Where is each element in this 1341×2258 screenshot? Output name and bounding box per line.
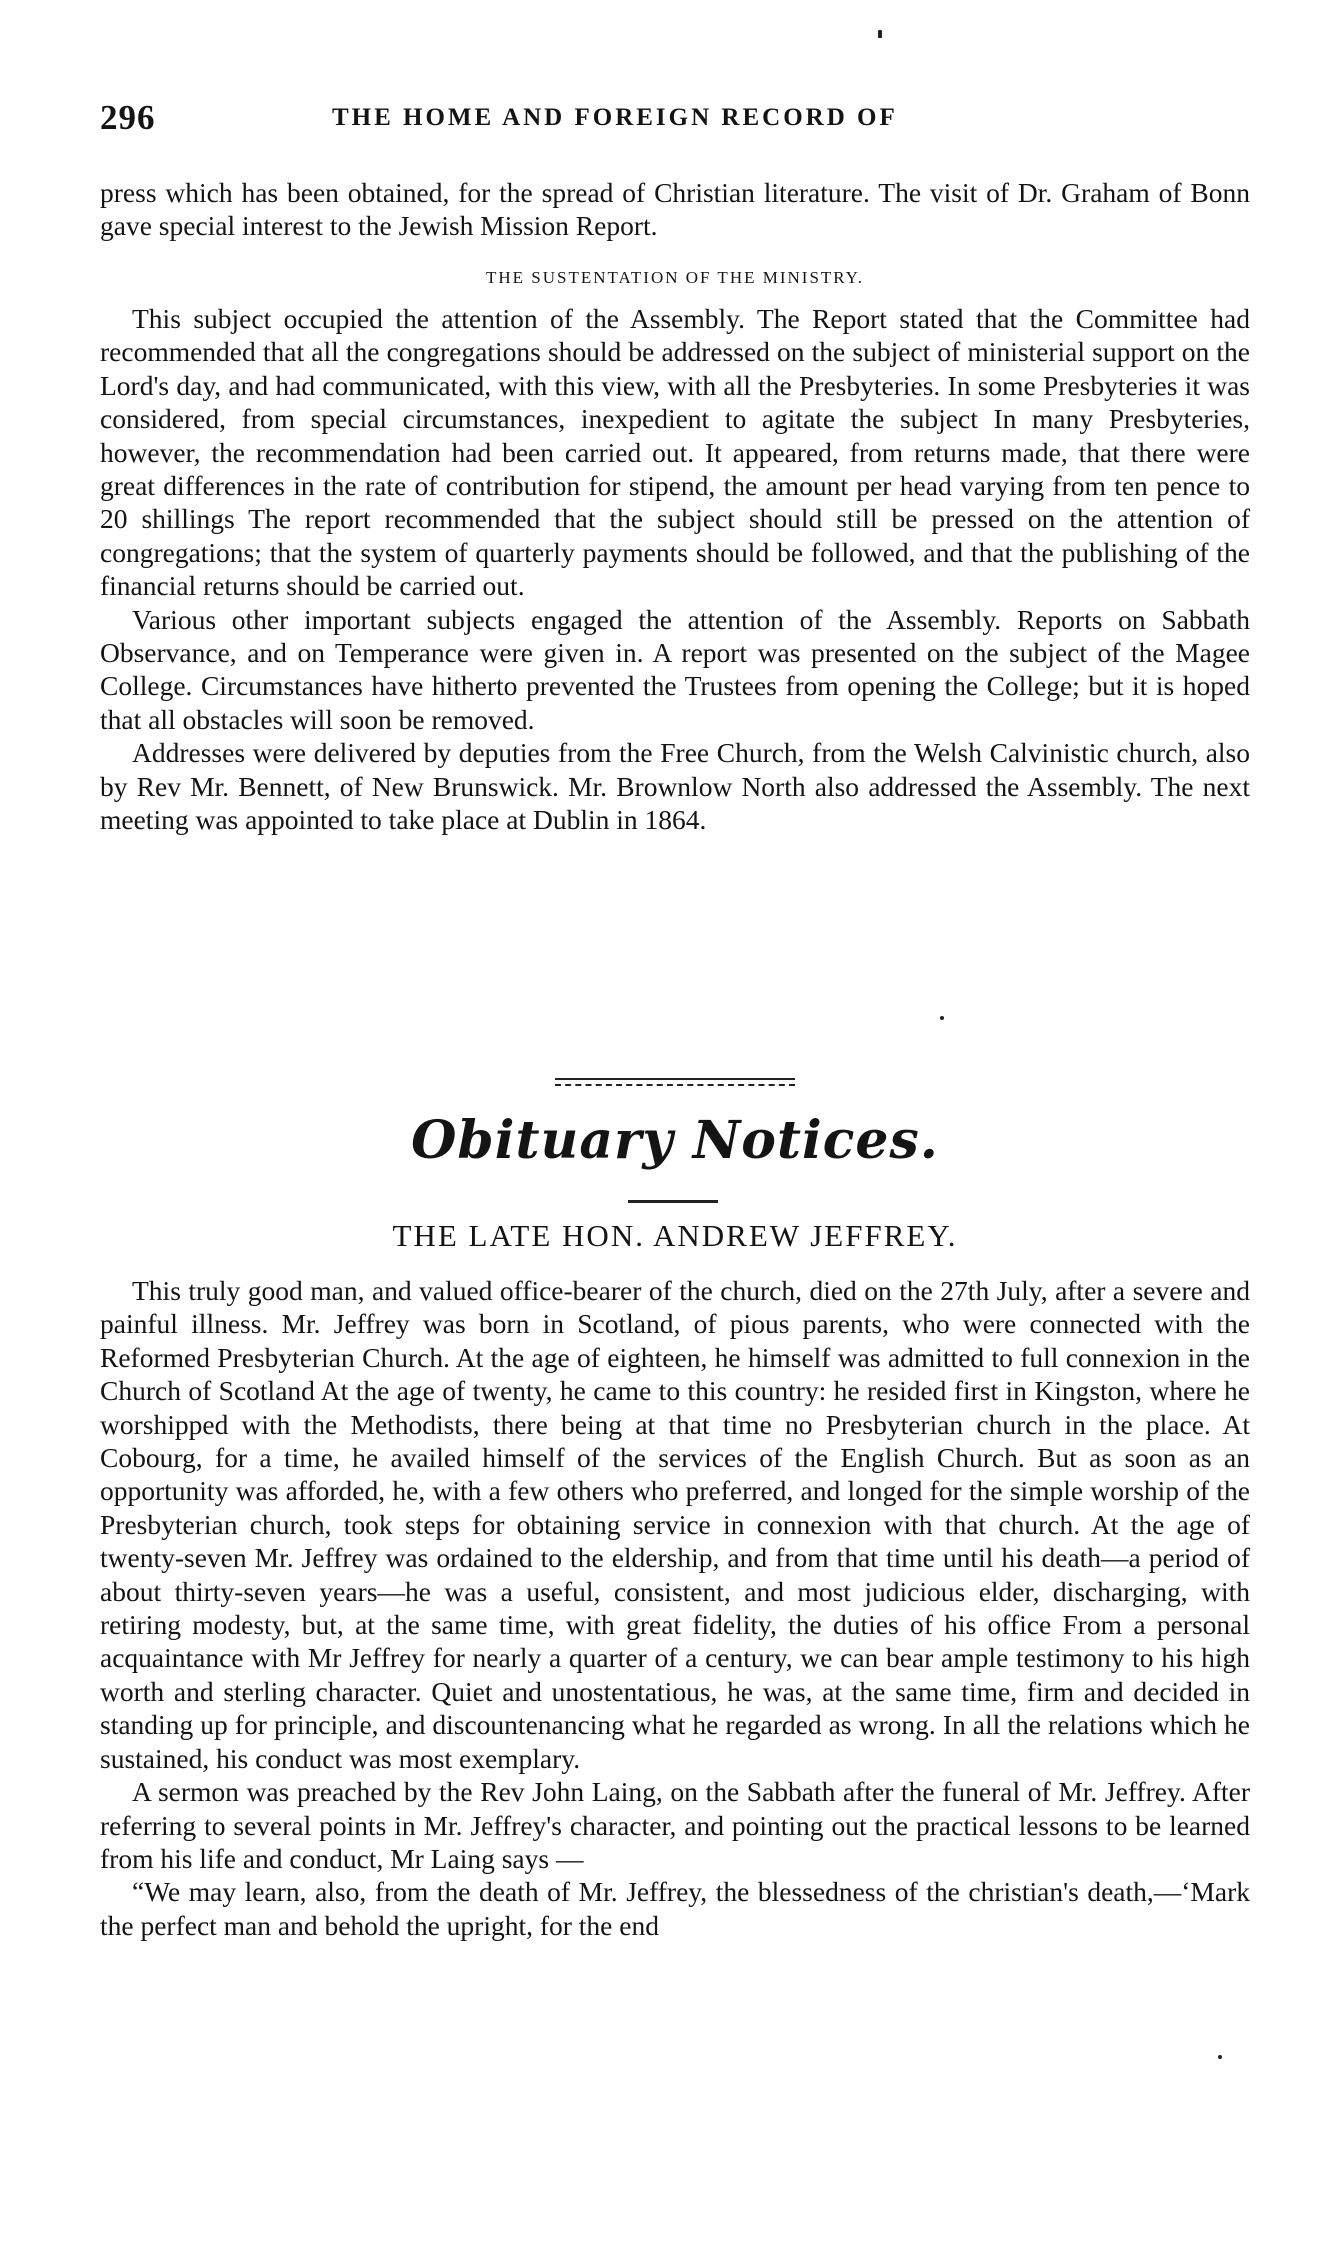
section-divider xyxy=(555,1078,795,1086)
paragraph: This truly good man, and valued office-bearer of the church, died on the 27th July, after a severe and painful illness. Mr. Jeffrey was born in Scotland, of pious parents, who were connected with the Reformed Presbyterian Church. At the age of eighteen, he himself was admitted to full connexion in the Church of Scotland At the age of twenty, he came to this country: he resided first in Kingston, where he worshipped with the Methodists, there being at that time no Presbyterian church in the place. At Cobourg, for a time, he availed himself of the services of the English Church. But as soon as an opportunity was afforded, he, with a few others who preferred, and longed for the simple worship of the Presbyterian church, took steps for obtaining service in connexion with that church. At the age of twenty-seven Mr. Jeffrey was ordained to the eldership, and from that time until his death—a period of about thirty-seven years—he was a useful, consistent, and most judicious elder, discharging, with retiring modesty, but, at the same time, with great fidelity, the duties of his office From a personal acquaintance with Mr Jeffrey for nearly a quarter of a century, we can bear ample testimony to his high worth and sterling character. Quiet and unostentatious, he was, at the same time, firm and decided in standing up for principle, and discountenancing what he regarded as wrong. In all the relations which he sustained, his conduct was most exemplary. xyxy=(100,1275,1250,1774)
section-heading-sustentation: THE SUSTENTATION OF THE MINISTRY. xyxy=(485,268,865,287)
page-number: 296 xyxy=(100,98,156,137)
speck xyxy=(940,1016,944,1020)
print-mark xyxy=(878,30,882,38)
speck xyxy=(1218,2055,1222,2059)
paragraph: This subject occupied the attention of the Assembly. The Report stated that the Committee had recommended that all the congregations should be addressed on the subject of ministerial support on the Lord's day, and had communicated, with this view, with all the Presbyteries. In some Presbyteries it was considered, from special circumstances, inexpedient to agitate the subject In many Presbyteries, however, the recommendation had been carried out. It appeared, from returns made, that there were great differences in the rate of contribution for stipend, the amount per head varying from ten pence to 20 shillings The report recommended that the subject should still be pressed on the attention of congregations; that the system of quarterly payments should be followed, and that the publishing of the financial returns should be carried out. xyxy=(100,303,1250,602)
sustentation-section xyxy=(100,302,1250,837)
obituary-section-title: Obituary Notices. xyxy=(411,1110,939,1171)
title-rule xyxy=(628,1200,718,1203)
page-header xyxy=(100,98,1250,138)
paragraph: Addresses were delivered by deputies from the Free Church, from the Welsh Calvinistic church, also by Rev Mr. Bennett, of New Brunswick. Mr. Brownlow North also addressed the Assembly. The next meeting was appointed to take place at Dublin in 1864. xyxy=(100,737,1250,836)
paragraph: A sermon was preached by the Rev John Laing, on the Sabbath after the funeral of Mr. Jeffrey. After referring to several points in Mr. Jeffrey's character, and pointing out the practical lessons to be learned from his life and conduct, Mr Laing says — xyxy=(100,1776,1250,1874)
article-title: THE LATE HON. ANDREW JEFFREY. xyxy=(392,1218,958,1253)
paragraph: Various other important subjects engaged the attention of the Assembly. Reports on Sabbath Observance, and on Temperance were given in. A report was presented on the subject of the Magee College. Circumstances have hitherto prevented the Trustees from opening the College; but it is hoped that all obstacles will soon be removed. xyxy=(100,603,1250,735)
obituary-article xyxy=(100,1274,1250,1942)
document-page xyxy=(100,0,1250,2258)
paragraph: “We may learn, also, from the death of Mr. Jeffrey, the blessedness of the christian's death,—‘Mark the perfect man and behold the upright, for the end xyxy=(100,1876,1250,1941)
paragraph: press which has been obtained, for the spread of Christian literature. The visit of Dr. Graham of Bonn gave special interest to the Jewish Mission Report. xyxy=(100,177,1250,242)
running-title: THE HOME AND FOREIGN RECORD OF xyxy=(332,104,898,131)
continued-paragraph xyxy=(100,176,1250,243)
